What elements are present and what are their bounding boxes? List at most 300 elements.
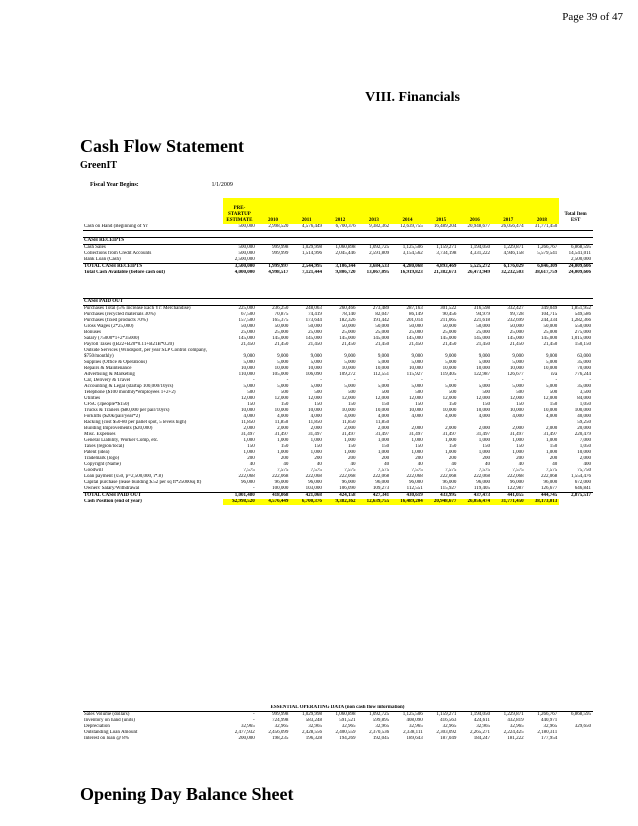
cash-paid-value: 103,000 — [305, 486, 322, 491]
cash-paid-value: 10,000 — [375, 408, 390, 413]
column-header: 2017 — [492, 198, 526, 224]
cash-paid-value: 500 — [448, 390, 457, 395]
cash-receipt-value: 2,500,000 — [571, 257, 591, 262]
essential-data-value: 408,090 — [406, 718, 423, 723]
cash-paid-label: Copyright (Name) — [84, 462, 121, 467]
cash-paid-value: 1,050 — [579, 402, 591, 407]
cash-paid-value: 21,450 — [442, 342, 457, 347]
cash-paid-value: 200 — [482, 456, 490, 461]
cash-paid-value: 191,442 — [372, 318, 390, 323]
cash-paid-value: 150 — [314, 402, 322, 407]
cash-receipt-value: 4,998,517 — [268, 270, 289, 275]
cash-receipt-value: 3,500,000 — [223, 264, 257, 271]
cash-paid-value: 5,000 — [243, 360, 255, 365]
cash-paid-value: 349,049 — [540, 306, 558, 311]
cash-receipt-label: Total Cash Available (before cash out) — [84, 270, 165, 275]
cash-paid-value: 40 — [417, 462, 423, 467]
cash-paid-value: 441,055 — [492, 493, 526, 500]
cash-receipt-value: 16,919,823 — [400, 270, 423, 275]
cash-paid-value: 145,000 — [305, 336, 322, 341]
cash-paid-value: 5,000 — [411, 360, 423, 365]
cash-paid-value: 4,000 — [377, 414, 390, 419]
cash-paid-value: 10,000 — [442, 366, 457, 371]
cash-paid-value: 5,000 — [545, 384, 558, 389]
cash-receipt-value: 26,473,949 — [467, 270, 490, 275]
cash-paid-value: 7,575 — [478, 468, 490, 473]
cash-paid-value: 94,979 — [476, 312, 490, 317]
essential-data-value: 32,965 — [240, 724, 255, 729]
essential-data-value: 1,194,050 — [469, 712, 490, 717]
cash-paid-value: 10,000 — [308, 408, 322, 413]
essential-data-value: 424,611 — [473, 718, 490, 723]
cash-paid-value: 165,375 — [272, 318, 289, 323]
column-header: 2015 — [425, 198, 459, 224]
essential-data-label: Interest on loan @ 8% — [84, 736, 129, 741]
cash-paid-value: 12,000 — [543, 396, 558, 401]
essential-data-value: 198,235 — [272, 736, 289, 741]
cash-position-value: 38,173,013 — [526, 499, 560, 505]
cash-paid-value: 145,000 — [238, 336, 255, 341]
essential-data-value: 2,370,536 — [369, 730, 390, 735]
cash-paid-value: 1,050 — [579, 444, 591, 449]
cash-position-value: 31,771,450 — [492, 499, 526, 505]
cash-paid-value: 2,000 — [411, 426, 423, 431]
cash-paid-value: 222,068 — [272, 474, 289, 479]
cash-paid-value: 1,000 — [310, 450, 322, 455]
cash-paid-value: 2,000 — [512, 426, 524, 431]
cash-paid-value: 4,000 — [411, 414, 423, 419]
essential-data-value: 192,045 — [372, 736, 390, 741]
cash-paid-value: - — [488, 378, 490, 383]
cash-paid-value: 201,014 — [406, 318, 423, 323]
cash-paid-value: 1,000 — [243, 438, 255, 443]
cash-receipt-value: 1,266,767 — [537, 245, 558, 250]
cash-paid-value: 25,000 — [375, 330, 390, 335]
essential-data-value: 1,229,871 — [503, 712, 524, 717]
column-header: 2010 — [257, 198, 291, 224]
cash-position-label: Cash Position (end of year) — [84, 499, 142, 504]
cash-paid-value: 222,068 — [305, 474, 322, 479]
cash-paid-value: 248,063 — [305, 306, 322, 311]
cash-paid-value: 10,000 — [274, 366, 289, 371]
cash-on-hand-value — [559, 224, 593, 231]
cash-paid-value: 1,000 — [445, 450, 457, 455]
cash-paid-value: 31,497 — [341, 432, 356, 437]
cash-paid-label: Supplies (Office & Operations) — [84, 360, 147, 365]
cash-paid-value: 21,450 — [543, 342, 558, 347]
cash-paid-value: 200 — [314, 456, 322, 461]
cash-paid-label: Taxes (region/local) — [84, 444, 125, 449]
cash-paid-value: 4,000 — [344, 414, 356, 419]
cash-paid-value: 550,000 — [574, 324, 591, 329]
essential-operating-table — [83, 705, 593, 742]
cash-paid-value: 96,000 — [341, 480, 356, 485]
cash-paid-value: 25,000 — [476, 330, 490, 335]
column-header: PRE-STARTUP ESTIMATE — [223, 198, 257, 224]
cash-paid-value: 96,000 — [409, 480, 423, 485]
cash-paid-value: 35,000 — [577, 384, 591, 389]
essential-data-value: 2,428,556 — [301, 730, 322, 735]
cash-paid-value: 10,000 — [509, 366, 524, 371]
essential-data-value: 599,895 — [372, 718, 390, 723]
cash-paid-value: 21,450 — [341, 342, 356, 347]
cash-receipt-value: 999,998 — [272, 245, 289, 250]
cash-paid-value: - — [421, 378, 423, 383]
cash-paid-row — [83, 348, 593, 360]
cash-paid-value: 2,000 — [344, 426, 356, 431]
cash-receipt-value: 24,009,606 — [559, 264, 593, 271]
cash-paid-value: 424,158 — [324, 493, 358, 500]
cash-paid-label: Outside Services (Windsport, per year SLP Control company, $750/monthly) — [84, 348, 208, 359]
cash-paid-value: 222,068 — [507, 474, 524, 479]
essential-data-value: 194,269 — [339, 736, 356, 741]
cash-receipt-value: 4,280,068 — [391, 264, 425, 271]
cash-paid-value: 2,000 — [445, 426, 457, 431]
cash-paid-value: 31,497 — [543, 432, 558, 437]
cash-on-hand-value: 4,576,449 — [290, 224, 324, 231]
cash-paid-value: 5,000 — [445, 384, 457, 389]
cash-paid-value: 500 — [280, 390, 289, 395]
cash-position-value: 16,489,204 — [391, 499, 425, 505]
cash-paid-value: 4,000 — [243, 414, 255, 419]
cash-paid-value: 84,000 — [577, 396, 591, 401]
essential-data-value: 591,521 — [339, 718, 356, 723]
cash-paid-value: 25,000 — [543, 330, 558, 335]
cash-paid-value: 220,479 — [574, 432, 591, 437]
cash-paid-value: 145,000 — [372, 336, 390, 341]
cash-paid-value: 11,850 — [241, 420, 255, 425]
cash-paid-value: 2,000 — [579, 456, 591, 461]
cash-receipt-value: 4,331,222 — [469, 251, 490, 256]
cash-paid-value: 9,000 — [545, 354, 558, 359]
cash-paid-value: 9,000 — [277, 354, 289, 359]
cash-paid-value: 112,551 — [373, 372, 390, 377]
essential-data-value: - — [253, 712, 255, 717]
essential-data-value: 1,266,767 — [537, 712, 558, 717]
cash-paid-value: 5,000 — [277, 384, 289, 389]
cash-receipts-title-row — [83, 238, 593, 245]
cash-paid-value: 1,000 — [377, 450, 390, 455]
cash-paid-value: 105,000 — [272, 372, 289, 377]
cash-paid-value: 40 — [484, 462, 490, 467]
cash-receipt-value: 3,684,533 — [358, 264, 392, 271]
cash-paid-value: 25,000 — [409, 330, 423, 335]
cash-paid-value: 9,000 — [512, 354, 524, 359]
essential-data-value: 2,400,559 — [335, 730, 356, 735]
cash-on-hand-value: 20,948,677 — [458, 224, 492, 231]
cash-paid-value: 273,489 — [372, 306, 390, 311]
cash-receipt-value: 4,946,158 — [503, 251, 524, 256]
cash-paid-value: 110,000 — [238, 372, 255, 377]
cash-paid-value: 119,405 — [473, 486, 490, 491]
cash-paid-value: 59,250 — [577, 420, 591, 425]
cash-paid-value: 96,000 — [509, 480, 524, 485]
cash-paid-value: 31,497 — [240, 432, 255, 437]
cash-paid-label: CFSC (3people*$150) — [84, 402, 130, 407]
cash-on-hand-row — [83, 224, 593, 231]
cash-paid-value: 10,000 — [240, 366, 255, 371]
cash-paid-value: 1,001,480 — [223, 493, 257, 500]
cash-paid-value: 549,586 — [574, 312, 591, 317]
cash-paid-value: 25,000 — [341, 330, 356, 335]
cash-paid-value: 1,000 — [377, 438, 390, 443]
cash-paid-value: 9,000 — [377, 354, 390, 359]
cash-paid-value: 150 — [314, 444, 322, 449]
cash-paid-value: 7,575 — [411, 468, 423, 473]
cash-paid-value: 3,500 — [579, 390, 591, 395]
cash-on-hand-value: 12,639,755 — [391, 224, 425, 231]
cash-paid-value: 1,000 — [512, 438, 524, 443]
cash-paid-value: 7,000 — [579, 438, 591, 443]
cash-position-value — [559, 499, 593, 505]
column-header: Total Item EST — [564, 212, 587, 223]
cash-receipt-value: 5,579,541 — [537, 251, 558, 256]
cash-paid-value: 50,000 — [375, 324, 390, 329]
column-header: 2018 — [526, 198, 560, 224]
cash-paid-value: 5,000 — [277, 360, 289, 365]
cash-receipt-value: 5,525,272 — [458, 264, 492, 271]
cash-paid-value: 10,000 — [409, 408, 423, 413]
cash-paid-value: 1,000 — [445, 438, 457, 443]
cash-receipt-value: 1,194,050 — [469, 245, 490, 250]
cash-paid-value: 2,000 — [478, 426, 490, 431]
cash-receipt-value: 32,232,503 — [501, 270, 524, 275]
cash-paid-value: 10,000 — [341, 366, 356, 371]
cash-paid-value: 1,000 — [411, 450, 423, 455]
cash-paid-value: 225,000 — [238, 306, 255, 311]
essential-data-value: 184,247 — [473, 736, 490, 741]
cash-paid-value: 21,450 — [509, 342, 524, 347]
cash-paid-value: 9,000 — [344, 354, 356, 359]
balance-sheet-heading: Opening Day Balance Sheet — [80, 784, 294, 804]
cash-paid-value: 500 — [314, 390, 322, 395]
cash-receipt-row — [83, 270, 593, 276]
cash-paid-value: 427,341 — [358, 493, 392, 500]
cash-paid-value: 150 — [415, 402, 423, 407]
cash-paid-value: 182,326 — [339, 318, 356, 323]
cash-paid-value: 1,554,476 — [571, 474, 591, 479]
cash-paid-label: Bonuses — [84, 330, 101, 335]
cash-paid-value: 25,000 — [442, 330, 457, 335]
cash-paid-value: 50,000 — [476, 324, 490, 329]
cash-paid-value: 222,068 — [339, 474, 356, 479]
cash-paid-value: 109,273 — [372, 486, 390, 491]
essential-data-value: 187,049 — [440, 736, 457, 741]
cash-paid-value: 500 — [415, 390, 423, 395]
cash-paid-value: 10,000 — [476, 366, 490, 371]
cash-paid-value: 4,000 — [277, 414, 289, 419]
cash-paid-value: 5,000 — [478, 384, 490, 389]
cash-paid-value: 75,750 — [577, 468, 591, 473]
cash-paid-label: Car, Delivery & Travel — [84, 378, 131, 383]
cash-paid-value: 90,456 — [442, 312, 457, 317]
cash-paid-value: 96,000 — [308, 480, 322, 485]
cash-receipt-value: 2,500,000 — [234, 257, 255, 262]
cash-paid-value: 421,068 — [290, 493, 324, 500]
cash-paid-value: 7,575 — [512, 468, 524, 473]
cash-paid-value: 10,000 — [577, 450, 591, 455]
cash-paid-label: Loan payment (x50, p=2,500,000, i*.8) — [84, 474, 163, 479]
cash-paid-value: 145,000 — [507, 336, 524, 341]
cash-receipt-value: 13,067,095 — [366, 270, 390, 275]
cash-receipt-value: 38,617,759 — [534, 270, 558, 275]
cash-receipt-value: 1,999,997 — [257, 264, 291, 271]
cash-paid-label: Utilities — [84, 396, 101, 401]
essential-data-value — [559, 736, 593, 742]
cash-paid-value: 10,000 — [341, 408, 356, 413]
cash-paid-value: n/a — [551, 372, 558, 377]
cash-paid-value: 50,000 — [543, 324, 558, 329]
cash-paid-value: 21,450 — [476, 342, 490, 347]
cash-paid-value: 12,000 — [509, 396, 524, 401]
cash-position-row — [83, 499, 593, 505]
cash-receipt-label: TOTAL CASH RECEIPTS — [83, 264, 223, 271]
cash-paid-value: 222,068 — [440, 474, 457, 479]
cash-paid-value: 145,000 — [272, 336, 289, 341]
cash-paid-value: 5,000 — [310, 384, 322, 389]
cash-paid-value: 50,000 — [409, 324, 423, 329]
cash-paid-value: 672,000 — [574, 480, 591, 485]
essential-data-row — [83, 736, 593, 742]
cash-flow-header — [83, 198, 593, 231]
cash-paid-value: 21,450 — [240, 342, 255, 347]
cash-paid-value: 1,000 — [478, 438, 490, 443]
essential-data-value: 999,998 — [272, 712, 289, 717]
cash-paid-value: 316,598 — [473, 306, 490, 311]
cash-receipt-value: 6,868,595 — [571, 245, 591, 250]
cash-receipt-value: 3,154,562 — [402, 251, 423, 256]
column-header: 2013 — [358, 198, 392, 224]
cash-paid-value: 5,000 — [243, 384, 255, 389]
cash-paid-value: 1,000 — [512, 450, 524, 455]
essential-data-value: - — [253, 718, 255, 723]
cash-paid-label: Goodwill — [84, 468, 103, 473]
cash-paid-value: 100,000 — [574, 408, 591, 413]
cash-receipt-value: 21,382,673 — [433, 270, 457, 275]
cash-paid-value: 35,000 — [577, 360, 591, 365]
cash-paid-value: - — [286, 378, 289, 383]
cash-paid-value: 5,000 — [377, 384, 390, 389]
cash-paid-label: Misc. Expenses — [84, 432, 116, 437]
essential-data-value: 1,125,506 — [402, 712, 423, 717]
essential-data-value: 1,159,271 — [436, 712, 457, 717]
cash-receipt-value: 3,106,344 — [324, 264, 358, 271]
cash-paid-value: 301,522 — [440, 306, 457, 311]
essential-data-value: 6,868,595 — [571, 712, 591, 717]
essential-data-value: 32,965 — [476, 724, 490, 729]
cash-paid-value: 1,015,000 — [571, 336, 591, 341]
cash-paid-value: 40 — [283, 462, 289, 467]
cash-paid-value: 150 — [415, 444, 423, 449]
cash-paid-value: 222,068 — [540, 474, 558, 479]
cash-paid-value: 200 — [549, 456, 558, 461]
column-header-row — [83, 198, 593, 224]
cash-paid-label: Patent (idea) — [84, 450, 110, 455]
cash-paid-value: 221,618 — [473, 318, 490, 323]
cash-paid-label: TOTAL CASH PAID OUT — [83, 493, 223, 500]
cash-paid-value: 20,000 — [577, 426, 591, 431]
cash-paid-value: 500 — [482, 390, 490, 395]
cash-paid-value: 150,150 — [574, 342, 591, 347]
cash-paid-value: 4,000 — [310, 414, 322, 419]
essential-data-label: Depreciation — [84, 724, 110, 729]
cash-paid-value: 10,000 — [308, 366, 322, 371]
cash-paid-value: 40 — [552, 462, 558, 467]
cash-paid-value: 10,000 — [274, 408, 289, 413]
cash-paid-value: 112,551 — [406, 486, 423, 491]
cash-paid-label: Trademark (logo) — [84, 456, 120, 461]
cash-position-value: 26,056,474 — [458, 499, 492, 505]
essential-data-value: 2,456,099 — [268, 730, 289, 735]
cash-paid-value: 150 — [381, 402, 390, 407]
cash-receipt-value: 1,229,871 — [503, 245, 524, 250]
fiscal-year-label: Fiscal Year Begins: — [90, 182, 139, 188]
cash-paid-value: 200 — [448, 456, 457, 461]
cash-receipt-value: 2,544,995 — [290, 264, 324, 271]
cash-paid-label: Advertising & Marketing — [84, 372, 135, 377]
cash-paid-value: 78,140 — [341, 312, 356, 317]
cash-paid-value: - — [454, 378, 457, 383]
cash-on-hand-value: 26,056,474 — [492, 224, 526, 231]
cash-paid-value: 275,000 — [574, 330, 591, 335]
cash-paid-value: - — [589, 378, 591, 383]
cash-paid-value: 150 — [482, 402, 490, 407]
cash-paid-value: 236,250 — [272, 306, 289, 311]
cash-paid-value: 200 — [247, 456, 255, 461]
cash-paid-value: 1,000 — [344, 438, 356, 443]
cash-paid-value: 10,000 — [509, 408, 524, 413]
page-heading: Cash Flow Statement — [80, 136, 244, 156]
cash-paid-value: 31,497 — [442, 432, 457, 437]
cash-paid-value: - — [353, 378, 356, 383]
cash-paid-value: 418,068 — [257, 493, 291, 500]
cash-paid-value: 10,000 — [409, 366, 423, 371]
cash-receipt-value: 24,009,606 — [568, 270, 591, 275]
essential-data-value: 32,965 — [308, 724, 322, 729]
cash-paid-value: 260,466 — [339, 306, 356, 311]
cash-receipt-value: 6,846,309 — [526, 264, 560, 271]
cash-paid-value: 40 — [384, 462, 390, 467]
cash-on-hand-value: 9,382,362 — [358, 224, 392, 231]
cash-paid-label: Forklifts ($20k/pair/year*2) — [84, 414, 140, 419]
essential-data-label: Outstanding Loan Amount — [84, 730, 138, 735]
cash-paid-value: 5,000 — [411, 384, 423, 389]
cash-paid-value: 400 — [583, 462, 591, 467]
cash-paid-value: 5,000 — [310, 360, 322, 365]
cash-paid-value: 126,677 — [540, 486, 558, 491]
cash-paid-value: 10,000 — [442, 408, 457, 413]
cash-paid-value: 145,000 — [440, 336, 457, 341]
cash-paid-value: 150 — [448, 444, 457, 449]
cash-paid-value: 5,000 — [344, 360, 356, 365]
cash-paid-value: 115,927 — [440, 486, 457, 491]
cash-paid-value: 21,450 — [274, 342, 289, 347]
cash-receipt-label: Collections from Credit Accounts — [84, 251, 152, 256]
cash-paid-value: 7,575 — [344, 468, 356, 473]
cash-paid-value: 5,000 — [445, 360, 457, 365]
cash-paid-value: 200 — [516, 456, 524, 461]
cash-paid-value: 11,850 — [274, 420, 289, 425]
cash-paid-value: 145,000 — [339, 336, 356, 341]
cash-paid-value: 1,000 — [545, 438, 558, 443]
essential-data-value: 32,965 — [409, 724, 423, 729]
cash-paid-value: 12,000 — [442, 396, 457, 401]
cash-paid-value: 10,000 — [543, 408, 558, 413]
cash-paid-value: 4,000 — [445, 414, 457, 419]
cash-paid-label: Trucks & Trailers ($80,000 per pair/10yrs) — [84, 408, 170, 413]
cash-paid-value: 2,000 — [377, 426, 390, 431]
cash-paid-value: 150 — [280, 402, 289, 407]
